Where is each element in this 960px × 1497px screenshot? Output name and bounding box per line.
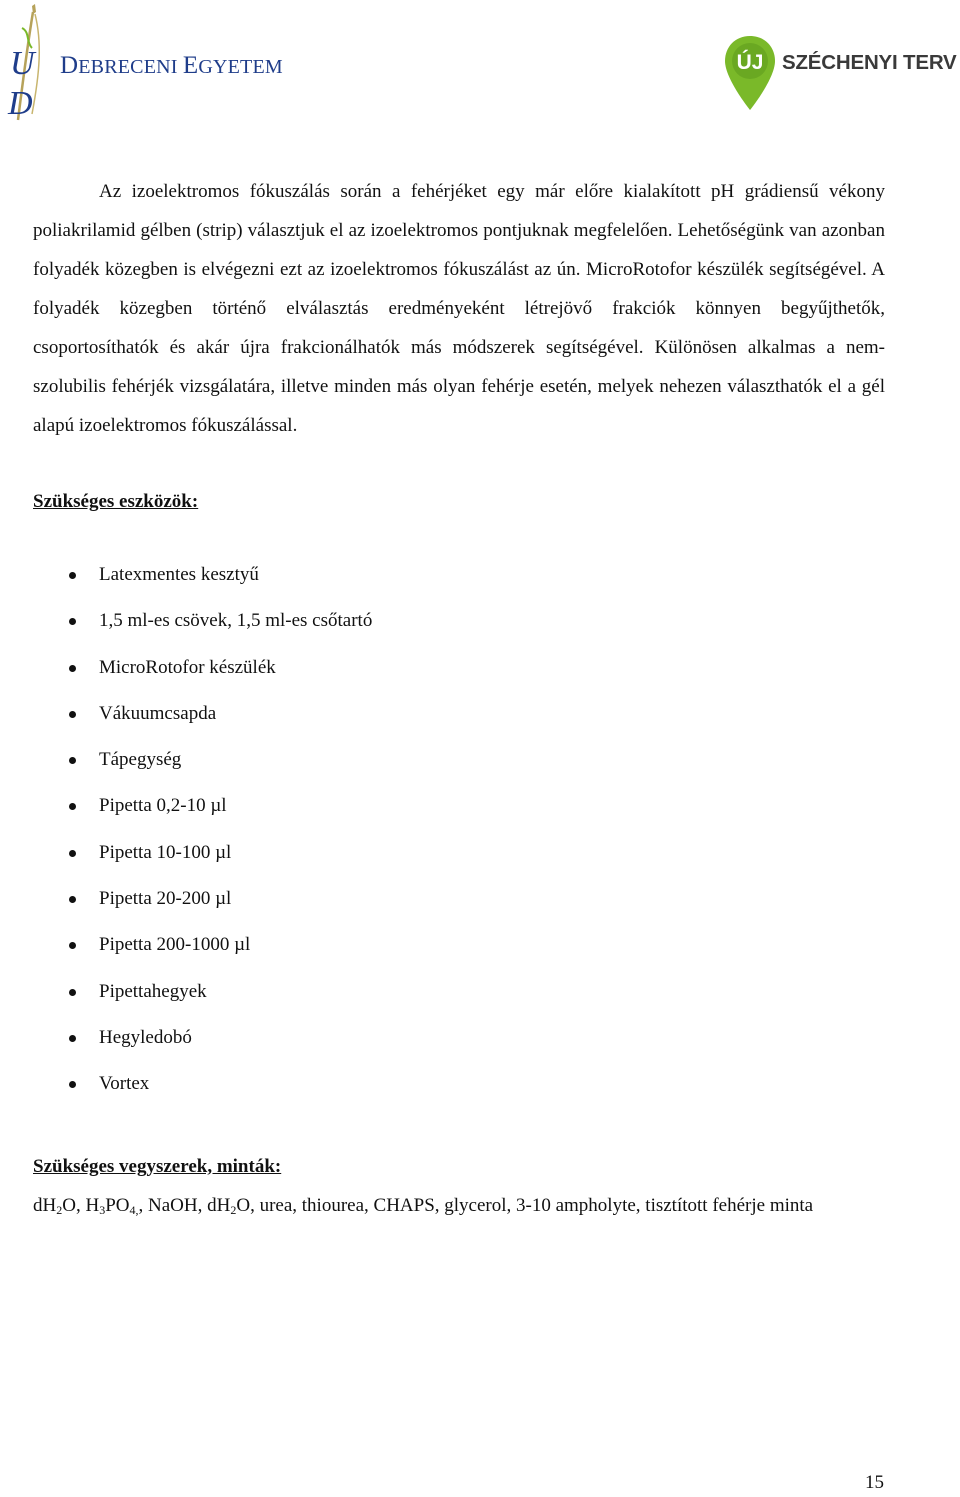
university-crest-icon xyxy=(2,2,54,124)
program-name: SZÉCHENYI TERV xyxy=(782,51,957,74)
bullet-icon xyxy=(69,665,76,672)
list-item: Tápegység xyxy=(33,737,885,783)
list-item: Latexmentes kesztyű xyxy=(33,552,885,598)
bullet-icon xyxy=(69,1081,76,1088)
page-header xyxy=(0,0,960,130)
list-item: Pipetta 0,2-10 µl xyxy=(33,783,885,829)
bullet-icon xyxy=(69,757,76,764)
list-item: MicroRotofor készülék xyxy=(33,645,885,691)
bullet-icon xyxy=(69,989,76,996)
bullet-icon xyxy=(69,896,76,903)
list-item: Vortex xyxy=(33,1061,885,1107)
list-item: Pipetta 200-1000 µl xyxy=(33,922,885,968)
equipment-list xyxy=(33,552,885,1108)
reagents-heading: Szükséges vegyszerek, minták: xyxy=(33,1155,282,1177)
bullet-icon xyxy=(69,1035,76,1042)
list-item: Pipetta 20-200 µl xyxy=(33,876,885,922)
page-number: 15 xyxy=(865,1472,884,1493)
intro-paragraph: Az izoelektromos fókuszálás során a fehérjéket egy már előre kialakított pH grádiensű vékony poliakrilamid gélben (strip) választjuk el az izoelektromos pontjuknak megfelelően. Lehetőségünk van azonban folyadék közegben is elvégezni ezt az izoelektromos fókuszálást az ún. MicroRotofor készülék segítségével. A folyadék közegben történő elválasztás eredményeként létrejövő frakciók könnyen begyűjthetők, csoportosíthatók és akár újra frakcionálhatók más módszerek segítségével. Különösen alkalmas a nem-szolubilis fehérjék vizsgálatára, illetve minden más olyan fehérje esetén, melyek nehezen választhatók el a gél alapú izoelektromos fókuszálással. xyxy=(33,181,885,436)
svg-text:U: U xyxy=(10,45,35,82)
svg-text:ÚJ: ÚJ xyxy=(736,51,764,74)
bullet-icon xyxy=(69,803,76,810)
bullet-icon xyxy=(69,711,76,718)
equipment-heading: Szükséges eszközök: xyxy=(33,491,199,512)
document-body xyxy=(33,172,885,1225)
list-item: 1,5 ml-es csövek, 1,5 ml-es csőtartó xyxy=(33,598,885,644)
list-item: Pipettahegyek xyxy=(33,969,885,1015)
svg-text:D: D xyxy=(8,85,33,122)
list-item: Hegyledobó xyxy=(33,1015,885,1061)
list-item: Vákuumcsapda xyxy=(33,691,885,737)
reagents-paragraph: $dH_2O$, $H_3PO_{4,}$, NaOH, $dH_2O$, urea, thiourea, CHAPS, glycerol, 3-10 ampholyte, tisztított fehérje minta xyxy=(33,1194,814,1217)
bullet-icon xyxy=(69,618,76,625)
list-item: Pipetta 10-100 µl xyxy=(33,830,885,876)
university-name: DEBRECENI EGYETEM xyxy=(60,52,283,79)
bullet-icon xyxy=(69,942,76,949)
bullet-icon xyxy=(69,572,76,579)
map-pin-uj-icon xyxy=(722,34,778,114)
bullet-icon xyxy=(69,850,76,857)
szechenyi-terv-logo xyxy=(722,34,958,114)
